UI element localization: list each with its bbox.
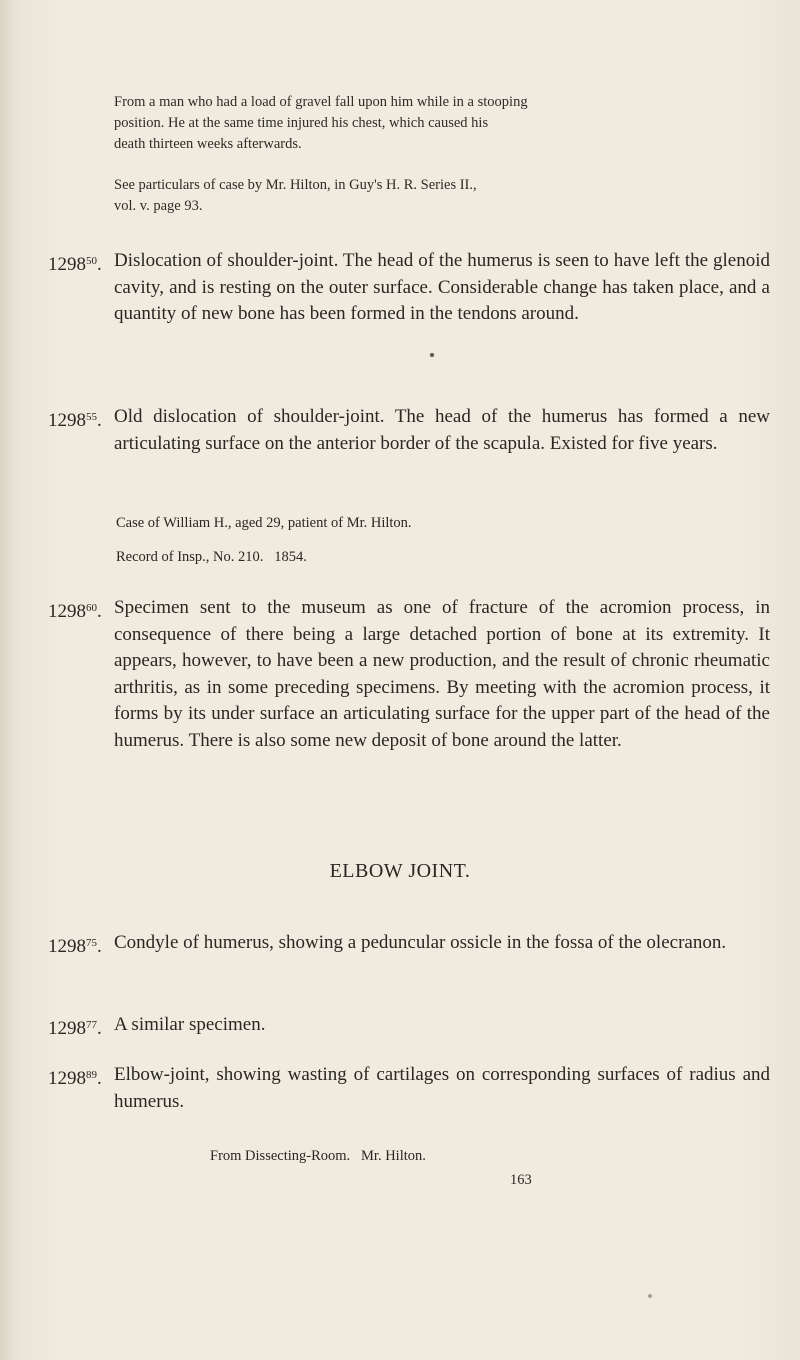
see-line: vol. v. page 93. xyxy=(114,198,203,214)
see-reference xyxy=(114,175,754,217)
entry-number: 1298$^{60}$. xyxy=(48,601,102,622)
section-heading: ELBOW JOINT. xyxy=(329,860,471,882)
case-note xyxy=(210,1146,426,1166)
entry-description: Condyle of humerus, showing a peduncular ossicle in the fossa of the olecranon. xyxy=(114,932,727,953)
case-note xyxy=(116,513,412,567)
entry-number: 1298$^{55}$. xyxy=(48,410,102,431)
entry-description: Dislocation of shoulder-joint. The head of the humerus is seen to have left the glenoid cavity, and is resting on the outer surface. Considerable change has taken place, and a quantity of new bone has been formed in the tendons around. xyxy=(114,250,770,325)
entry-number: 1298$^{50}$. xyxy=(48,254,102,275)
entry-number: 1298$^{75}$. xyxy=(48,936,102,957)
entry-description: Specimen sent to the museum as one of fracture of the acromion process, in consequence of there being a large detached portion of bone at its extremity. It appears, however, to have been a new production, and the result of chronic rheumatic arthritis, as in some preceding specimens. By meeting with the acromion process, it forms by its under surface an articulating surface for the upper part of the head of the humerus. There is also some new deposit of bone around the latter. xyxy=(114,597,770,751)
ink-speck xyxy=(430,353,434,357)
catalogue-entry-1298-55 xyxy=(48,404,770,457)
intro-line: death thirteen weeks afterwards. xyxy=(114,136,302,152)
catalogue-entry-1298-75 xyxy=(48,930,770,957)
catalogue-entry-1298-60 xyxy=(48,595,770,755)
entry-description: Elbow-joint, showing wasting of cartilages on corresponding surfaces of radius and humerus. xyxy=(114,1064,770,1112)
entry-description: Old dislocation of shoulder-joint. The head of the humerus has formed a new articulating surface on the anterior border of the scapula. Existed for five years. xyxy=(114,406,770,454)
page-number: 163 xyxy=(510,1172,532,1188)
intro-line: position. He at the same time injured his chest, which caused his xyxy=(114,115,489,131)
entry-number: 1298$^{89}$. xyxy=(48,1068,102,1089)
see-line: See particulars of case by Mr. Hilton, in Guy's H. R. Series II., xyxy=(114,177,477,193)
intro-line: From a man who had a load of gravel fall upon him while in a stooping xyxy=(114,94,528,110)
case-line: From Dissecting-Room. Mr. Hilton. xyxy=(210,1148,426,1164)
catalogue-entry-1298-89 xyxy=(48,1062,770,1115)
entry-description: A similar specimen. xyxy=(114,1014,266,1035)
catalogue-entry-1298-50 xyxy=(48,248,770,328)
entry-number: 1298$^{77}$. xyxy=(48,1018,102,1039)
catalogue-entry-1298-77 xyxy=(48,1012,770,1039)
intro-note xyxy=(114,92,754,155)
case-line: Case of William H., aged 29, patient of Mr. Hilton. xyxy=(116,515,412,531)
case-line: Record of Insp., No. 210. 1854. xyxy=(116,549,307,565)
ink-speck xyxy=(648,1294,652,1298)
